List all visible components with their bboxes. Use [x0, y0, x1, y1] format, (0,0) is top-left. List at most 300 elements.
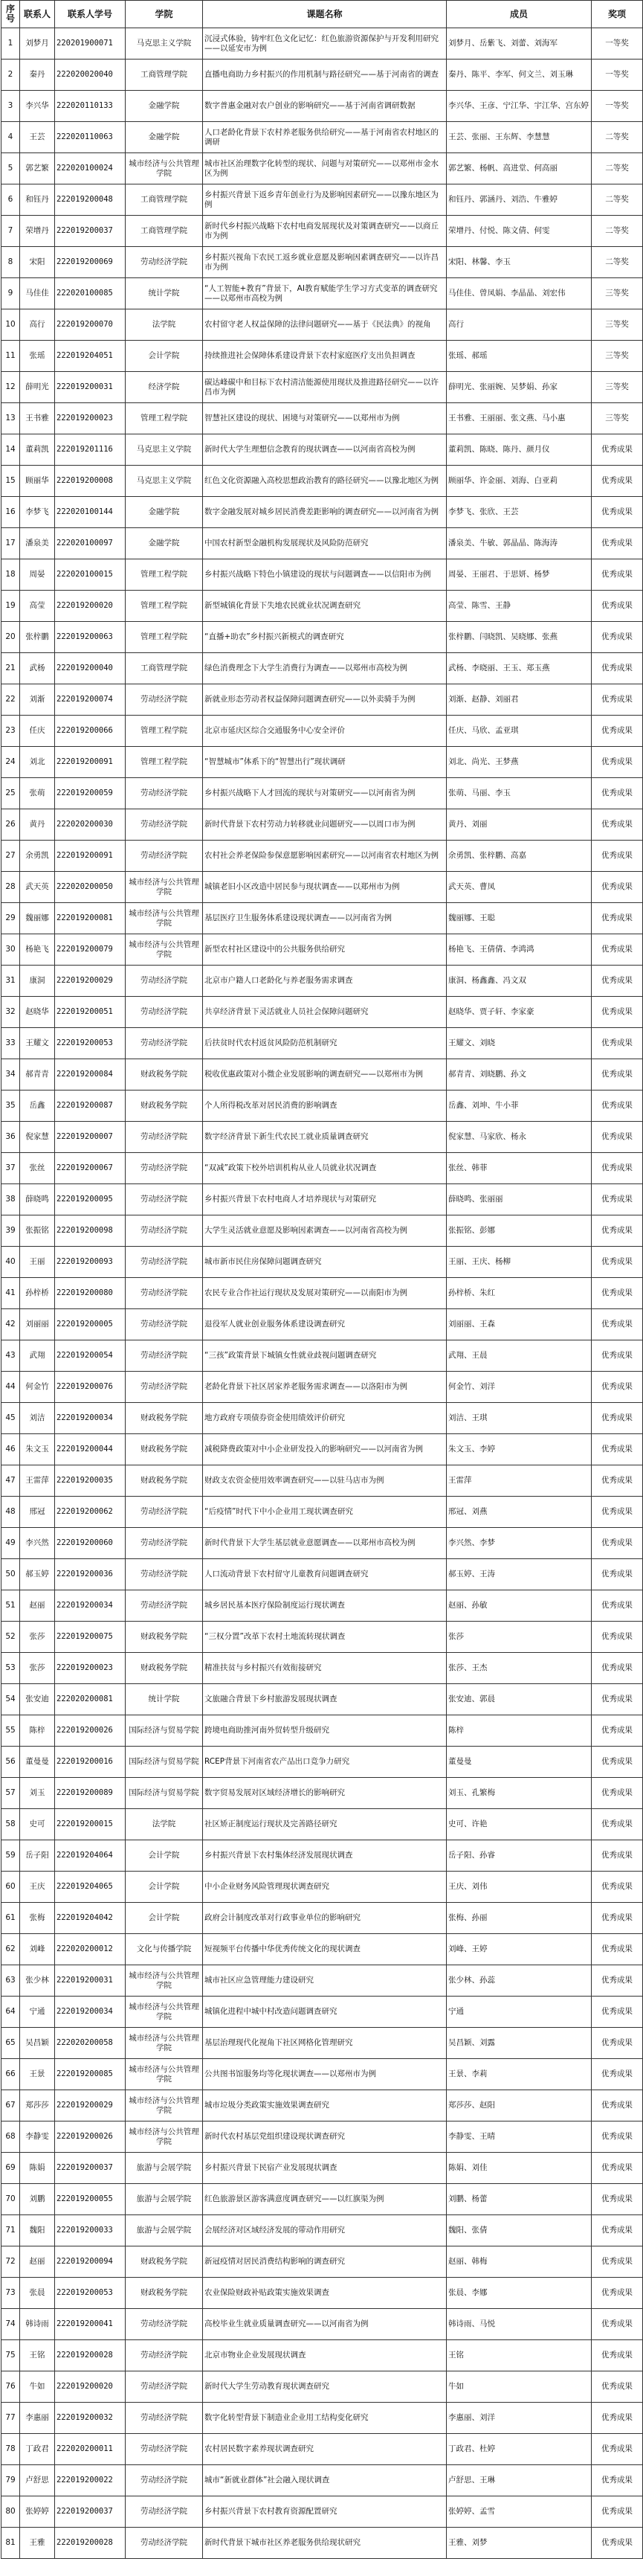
- member-names: 武天英、曹凤: [447, 872, 592, 903]
- member-names: 张萌、马丽、李玉: [447, 778, 592, 809]
- college-name: 劳动经济学院: [126, 1340, 203, 1372]
- award-level: 优秀成果: [592, 1340, 643, 1372]
- project-title: 税收优惠政策对小微企业发展影响的调查研究——以郑州市为例: [203, 1059, 447, 1091]
- header-cell-award: 奖项: [592, 1, 643, 28]
- college-name: 马克思主义学院: [126, 466, 203, 497]
- college-name: 城市经济与公共管理学院: [126, 2090, 203, 2121]
- row-index: 46: [1, 1434, 20, 1465]
- member-names: 张莎、王杰: [447, 1653, 592, 1684]
- row-index: 8: [1, 247, 20, 278]
- contact-name: 张安迪: [20, 1684, 55, 1715]
- member-names: 任庆、马欣、孟亚琪: [447, 716, 592, 747]
- student-id: 222019200028: [55, 2528, 126, 2559]
- row-index: 73: [1, 2278, 20, 2309]
- project-title: 基层治理现代化视角下社区网格化管理研究: [203, 2028, 447, 2059]
- contact-name: 李兴然: [20, 1528, 55, 1559]
- project-title: 北京市延庆区综合交通服务中心安全评价: [203, 716, 447, 747]
- contact-name: 荣增丹: [20, 216, 55, 247]
- member-names: 刘北、尚光、王梦燕: [447, 747, 592, 778]
- contact-name: 宋阳: [20, 247, 55, 278]
- contact-name: 郭艺繁: [20, 153, 55, 184]
- project-title: 精准扶贫与乡村振兴有效衔接研究: [203, 1653, 447, 1684]
- project-title: 基层医疗卫生服务体系建设现状调查——以河南省为例: [203, 903, 447, 934]
- award-level: 优秀成果: [592, 1309, 643, 1340]
- student-id: 222020200030: [55, 809, 126, 841]
- member-names: 王书雅、王丽丽、张文燕、马小惠: [447, 403, 592, 434]
- row-index: 45: [1, 1403, 20, 1434]
- project-title: 城镇老旧小区改造中居民参与现状调查——以郑州市为例: [203, 872, 447, 903]
- student-id: 222019200037: [55, 2153, 126, 2184]
- member-names: 卢舒思、王琳: [447, 2465, 592, 2496]
- contact-name: 张振铭: [20, 1215, 55, 1247]
- student-id: 222019200087: [55, 1091, 126, 1122]
- row-index: 2: [1, 60, 20, 91]
- college-name: 劳动经济学院: [126, 841, 203, 872]
- project-title: 持续推进社会保障体系建设背景下农村家庭医疗支出负担调查: [203, 341, 447, 372]
- member-names: 薛晓鸣、张丽丽: [447, 1184, 592, 1215]
- row-index: 5: [1, 153, 20, 184]
- contact-name: 刘梦月: [20, 28, 55, 60]
- college-name: 法学院: [126, 1809, 203, 1840]
- table-row: [1, 684, 643, 716]
- contact-name: 余勇凯: [20, 841, 55, 872]
- table-row: [1, 2184, 643, 2215]
- contact-name: 丁政君: [20, 2434, 55, 2465]
- award-level: 二等奖: [592, 216, 643, 247]
- member-names: 李兴华、王彦、宁江华、宇江华、宫东婷: [447, 91, 592, 122]
- award-level: 一等奖: [592, 91, 643, 122]
- college-name: 城市经济与公共管理学院: [126, 2028, 203, 2059]
- award-level: 优秀成果: [592, 1559, 643, 1590]
- member-names: 王景、李莉: [447, 2059, 592, 2090]
- project-title: 数字金融发展对城乡居民消费差距影响的调查研究——以河南省为例: [203, 497, 447, 528]
- award-level: 二等奖: [592, 122, 643, 153]
- row-index: 34: [1, 1059, 20, 1091]
- student-id: 222019200085: [55, 2059, 126, 2090]
- project-title: 跨境电商助推河南外贸转型升级研究: [203, 1715, 447, 1747]
- member-names: 岳子阳、孙睿: [447, 1840, 592, 1872]
- college-name: 旅游与会展学院: [126, 2184, 203, 2215]
- student-id: 222019200026: [55, 2121, 126, 2153]
- contact-name: 董莉凯: [20, 434, 55, 466]
- contact-name: 薛明光: [20, 372, 55, 403]
- project-title: 短视频平台传播中华优秀传统文化的现状调查: [203, 1934, 447, 1965]
- member-names: 刘峰、王婷: [447, 1934, 592, 1965]
- project-title: 城乡居民基本医疗保险制度运行现状调查: [203, 1590, 447, 1622]
- award-level: 优秀成果: [592, 2059, 643, 2090]
- college-name: 经济学院: [126, 372, 203, 403]
- table-row: [1, 716, 643, 747]
- college-name: 城市经济与公共管理学院: [126, 872, 203, 903]
- award-level: 优秀成果: [592, 1091, 643, 1122]
- table-row: [1, 872, 643, 903]
- award-level: 优秀成果: [592, 2528, 643, 2559]
- member-names: 张丝、韩菲: [447, 1153, 592, 1184]
- college-name: 国际经济与贸易学院: [126, 1715, 203, 1747]
- table-row: [1, 747, 643, 778]
- college-name: 金融学院: [126, 122, 203, 153]
- member-names: 倪家慧、马家欣、杨永: [447, 1122, 592, 1153]
- project-title: 北京市户籍人口老龄化与养老服务需求调查: [203, 966, 447, 997]
- contact-name: 张婷婷: [20, 2496, 55, 2528]
- table-body: [1, 28, 643, 2559]
- contact-name: 吴昌颖: [20, 2028, 55, 2059]
- member-names: 武杨、李晓丽、王玉、郑玉燕: [447, 653, 592, 684]
- row-index: 57: [1, 1778, 20, 1809]
- student-id: 222019200022: [55, 2465, 126, 2496]
- contact-name: 刘渐: [20, 684, 55, 716]
- member-names: 李兴然、李梦: [447, 1528, 592, 1559]
- project-title: 数字经济背景下新生代农民工就业质量调查研究: [203, 1122, 447, 1153]
- project-title: 新时代乡村振兴战略下农村电商发展现状及对策调查研究——以商丘市为例: [203, 216, 447, 247]
- project-title: 公共图书馆服务均等化现状调查——以郑州市为例: [203, 2059, 447, 2090]
- row-index: 35: [1, 1091, 20, 1122]
- college-name: 劳动经济学院: [126, 2340, 203, 2371]
- award-level: 优秀成果: [592, 528, 643, 559]
- table-row: [1, 2278, 643, 2309]
- row-index: 70: [1, 2184, 20, 2215]
- award-level: 优秀成果: [592, 2309, 643, 2340]
- project-title: 人口老龄化背景下农村养老服务供给研究——基于河南省农村地区的调研: [203, 122, 447, 153]
- student-id: 222019200037: [55, 216, 126, 247]
- award-level: 优秀成果: [592, 1622, 643, 1653]
- college-name: 劳动经济学院: [126, 997, 203, 1028]
- student-id: 222019200094: [55, 2246, 126, 2278]
- member-names: 赵晓华、贾子轩、李家豪: [447, 997, 592, 1028]
- member-names: 牛如: [447, 2371, 592, 2403]
- student-id: 222020110063: [55, 122, 126, 153]
- row-index: 81: [1, 2528, 20, 2559]
- contact-name: 杨艳飞: [20, 934, 55, 966]
- college-name: 财政税务学院: [126, 1434, 203, 1465]
- member-names: 余勇凯、张梓鹏、高嘉: [447, 841, 592, 872]
- award-level: 优秀成果: [592, 2340, 643, 2371]
- project-title: “三孩”政策背景下城镇女性就业歧视问题调查研究: [203, 1340, 447, 1372]
- award-level: 优秀成果: [592, 1747, 643, 1778]
- table-row: [1, 2215, 643, 2246]
- table-row: [1, 1278, 643, 1309]
- project-title: 乡村振兴视角下农民工返乡就业意愿及影响因素调查研究——以许昌市为例: [203, 247, 447, 278]
- member-names: 荣增丹、付悦、陈文倩、何雯: [447, 216, 592, 247]
- award-level: 优秀成果: [592, 1653, 643, 1684]
- contact-name: 张萌: [20, 778, 55, 809]
- college-name: 金融学院: [126, 91, 203, 122]
- contact-name: 郝玉婷: [20, 1559, 55, 1590]
- award-level: 优秀成果: [592, 2184, 643, 2215]
- student-id: 222019200062: [55, 1497, 126, 1528]
- award-level: 优秀成果: [592, 1184, 643, 1215]
- row-index: 17: [1, 528, 20, 559]
- college-name: 劳动经济学院: [126, 1497, 203, 1528]
- row-index: 14: [1, 434, 20, 466]
- member-names: 宁通: [447, 1997, 592, 2028]
- college-name: 劳动经济学院: [126, 1278, 203, 1309]
- contact-name: 康洞: [20, 966, 55, 997]
- contact-name: 岳鑫: [20, 1091, 55, 1122]
- project-title: 数字贸易发展对区域经济增长的影响研究: [203, 1778, 447, 1809]
- contact-name: 张莎: [20, 1622, 55, 1653]
- contact-name: 牛如: [20, 2371, 55, 2403]
- member-names: 刘渐、赵静、刘丽君: [447, 684, 592, 716]
- project-title: 数字普惠金融对农户创业的影响研究——基于河南省调研数据: [203, 91, 447, 122]
- member-names: 李惠丽、刘洋: [447, 2403, 592, 2434]
- header-cell-college: 学院: [126, 1, 203, 28]
- row-index: 21: [1, 653, 20, 684]
- row-index: 20: [1, 622, 20, 653]
- college-name: 文化与传播学院: [126, 1934, 203, 1965]
- table-row: [1, 1840, 643, 1872]
- student-id: 222020200050: [55, 872, 126, 903]
- college-name: 劳动经济学院: [126, 1590, 203, 1622]
- student-id: 222020110133: [55, 91, 126, 122]
- award-level: 优秀成果: [592, 497, 643, 528]
- header-cell-members: 成员: [447, 1, 592, 28]
- table-row: [1, 466, 643, 497]
- award-level: 一等奖: [592, 28, 643, 60]
- contact-name: 王雷萍: [20, 1465, 55, 1497]
- award-level: 优秀成果: [592, 2090, 643, 2121]
- student-id: 222019204065: [55, 1872, 126, 1903]
- project-title: 大学生灵活就业意愿及影响因素调查——以河南省高校为例: [203, 1215, 447, 1247]
- contact-name: 董曼曼: [20, 1747, 55, 1778]
- table-row: [1, 403, 643, 434]
- contact-name: 刘丽丽: [20, 1309, 55, 1340]
- member-names: 韩诗雨、马悦: [447, 2309, 592, 2340]
- college-name: 管理工程学院: [126, 716, 203, 747]
- row-index: 54: [1, 1684, 20, 1715]
- project-title: 乡村振兴背景下农村电商人才培养现状与对策研究: [203, 1184, 447, 1215]
- award-level: 优秀成果: [592, 653, 643, 684]
- contact-name: 薛晓鸣: [20, 1184, 55, 1215]
- row-index: 39: [1, 1215, 20, 1247]
- row-index: 24: [1, 747, 20, 778]
- college-name: 管理工程学院: [126, 591, 203, 622]
- contact-name: 李梦飞: [20, 497, 55, 528]
- table-row: [1, 903, 643, 934]
- student-id: 222019200036: [55, 1559, 126, 1590]
- row-index: 56: [1, 1747, 20, 1778]
- award-level: 优秀成果: [592, 2153, 643, 2184]
- member-names: 张梅、孙丽: [447, 1903, 592, 1934]
- project-title: 北京市物业企业发展现状调查: [203, 2340, 447, 2371]
- contact-name: 何金竹: [20, 1372, 55, 1403]
- table-row: [1, 1372, 643, 1403]
- contact-name: 李惠丽: [20, 2403, 55, 2434]
- row-index: 49: [1, 1528, 20, 1559]
- award-level: 优秀成果: [592, 1965, 643, 1997]
- college-name: 管理工程学院: [126, 622, 203, 653]
- award-level: 优秀成果: [592, 1684, 643, 1715]
- student-id: 222019200060: [55, 1528, 126, 1559]
- row-index: 30: [1, 934, 20, 966]
- student-id: 222019200098: [55, 1215, 126, 1247]
- table-row: [1, 1528, 643, 1559]
- row-index: 75: [1, 2340, 20, 2371]
- contact-name: 朱文玉: [20, 1434, 55, 1465]
- contact-name: 韩诗雨: [20, 2309, 55, 2340]
- header-cell-index: 序号: [1, 1, 20, 28]
- contact-name: 张丝: [20, 1153, 55, 1184]
- contact-name: 赵晓华: [20, 997, 55, 1028]
- table-row: [1, 153, 643, 184]
- row-index: 16: [1, 497, 20, 528]
- college-name: 劳动经济学院: [126, 1559, 203, 1590]
- award-level: 优秀成果: [592, 1465, 643, 1497]
- table-row: [1, 2246, 643, 2278]
- table-row: [1, 247, 643, 278]
- student-id: 222019200054: [55, 1340, 126, 1372]
- row-index: 23: [1, 716, 20, 747]
- member-names: 黄丹、刘丽: [447, 809, 592, 841]
- header-cell-contact: 联系人: [20, 1, 55, 28]
- table-row: [1, 934, 643, 966]
- row-index: 32: [1, 997, 20, 1028]
- project-title: 城市社区治理数字化转型的现状、问题与对策研究——以郑州市金水区为例: [203, 153, 447, 184]
- award-level: 二等奖: [592, 247, 643, 278]
- member-names: 王芸、张丽、王东辉、李慧慧: [447, 122, 592, 153]
- table-row: [1, 622, 643, 653]
- contact-name: 李静雯: [20, 2121, 55, 2153]
- header-row: [1, 1, 643, 28]
- student-id: 222019200067: [55, 1153, 126, 1184]
- contact-name: 武杨: [20, 653, 55, 684]
- member-names: 王庆、刘伟: [447, 1872, 592, 1903]
- project-title: “人工智能+教育”背景下，AI教育赋能学生学习方式变革的调查研究——以郑州市高校为例: [203, 278, 447, 309]
- college-name: 财政税务学院: [126, 1653, 203, 1684]
- college-name: 管理工程学院: [126, 559, 203, 591]
- student-id: 222019200016: [55, 1747, 126, 1778]
- college-name: 财政税务学院: [126, 1059, 203, 1091]
- award-level: 优秀成果: [592, 809, 643, 841]
- member-names: 高莹、陈雪、王静: [447, 591, 592, 622]
- contact-name: 周晏: [20, 559, 55, 591]
- student-id: 222019200051: [55, 997, 126, 1028]
- project-title: 智慧社区建设的现状、困境与对策研究——以郑州市为例: [203, 403, 447, 434]
- contact-name: 张梅: [20, 1903, 55, 1934]
- student-id: 222019200091: [55, 747, 126, 778]
- table-row: [1, 1028, 643, 1059]
- row-index: 53: [1, 1653, 20, 1684]
- student-id: 222019200066: [55, 716, 126, 747]
- row-index: 38: [1, 1184, 20, 1215]
- contact-name: 王丽: [20, 1247, 55, 1278]
- college-name: 劳动经济学院: [126, 1528, 203, 1559]
- project-title: 红色文化资源融入高校思想政治教育的路径研究——以豫北地区为例: [203, 466, 447, 497]
- project-title: 新型农村社区建设中的公共服务供给研究: [203, 934, 447, 966]
- award-level: 优秀成果: [592, 1715, 643, 1747]
- member-names: 张晨、李娜: [447, 2278, 592, 2309]
- member-names: 陈娟、刘佳: [447, 2153, 592, 2184]
- award-level: 优秀成果: [592, 1778, 643, 1809]
- table-row: [1, 28, 643, 60]
- member-names: 张莎: [447, 1622, 592, 1653]
- student-id: 222019200031: [55, 1965, 126, 1997]
- award-level: 优秀成果: [592, 591, 643, 622]
- member-names: 刘鹏、杨蕾: [447, 2184, 592, 2215]
- table-row: [1, 1340, 643, 1372]
- table-row: [1, 60, 643, 91]
- row-index: 69: [1, 2153, 20, 2184]
- member-names: 史可、许艳: [447, 1809, 592, 1840]
- table-row: [1, 1465, 643, 1497]
- member-names: 潘泉美、牛敏、郭晶晶、陈海涛: [447, 528, 592, 559]
- project-title: 乡村振兴战略下人才回流的现状与对策研究——以河南省为例: [203, 778, 447, 809]
- college-name: 劳动经济学院: [126, 966, 203, 997]
- college-name: 法学院: [126, 309, 203, 341]
- student-id: 222019200034: [55, 1590, 126, 1622]
- project-title: “直播+助农”乡村振兴新模式的调查研究: [203, 622, 447, 653]
- contact-name: 张瑶: [20, 341, 55, 372]
- row-index: 60: [1, 1872, 20, 1903]
- student-id: 222019200020: [55, 591, 126, 622]
- college-name: 劳动经济学院: [126, 2309, 203, 2340]
- college-name: 财政税务学院: [126, 2246, 203, 2278]
- project-title: 碳达峰碳中和目标下农村清洁能源使用现状及推进路径研究——以许昌市为例: [203, 372, 447, 403]
- contact-name: 秦丹: [20, 60, 55, 91]
- award-level: 优秀成果: [592, 2215, 643, 2246]
- row-index: 10: [1, 309, 20, 341]
- award-level: 优秀成果: [592, 1434, 643, 1465]
- member-names: 王雅、刘梦: [447, 2528, 592, 2559]
- contact-name: 张晨: [20, 2278, 55, 2309]
- award-level: 优秀成果: [592, 872, 643, 903]
- project-title: 新时代背景下城市社区养老服务供给现状研究: [203, 2528, 447, 2559]
- row-index: 7: [1, 216, 20, 247]
- row-index: 15: [1, 466, 20, 497]
- table-row: [1, 1403, 643, 1434]
- contact-name: 黄丹: [20, 809, 55, 841]
- contact-name: 魏阳: [20, 2215, 55, 2246]
- college-name: 工商管理学院: [126, 216, 203, 247]
- project-title: 城市新市民住房保障问题调查研究: [203, 1247, 447, 1278]
- award-level: 优秀成果: [592, 1122, 643, 1153]
- member-names: 郑莎莎、赵阳: [447, 2090, 592, 2121]
- award-level: 优秀成果: [592, 2496, 643, 2528]
- table-row: [1, 1715, 643, 1747]
- project-title: 农业保险财政补贴政策实施效果调查: [203, 2278, 447, 2309]
- student-id: 222019200028: [55, 2340, 126, 2371]
- student-id: 222020100024: [55, 153, 126, 184]
- table-row: [1, 1778, 643, 1809]
- member-names: 刘丽丽、王森: [447, 1309, 592, 1340]
- row-index: 11: [1, 341, 20, 372]
- project-title: 退役军人就业创业服务体系建设调查研究: [203, 1309, 447, 1340]
- row-index: 67: [1, 2090, 20, 2121]
- project-title: 城市垃圾分类政策实施效果调查研究: [203, 2090, 447, 2121]
- table-row: [1, 1997, 643, 2028]
- row-index: 78: [1, 2434, 20, 2465]
- contact-name: 张梓鹏: [20, 622, 55, 653]
- member-names: 魏丽娜、王聪: [447, 903, 592, 934]
- table-row: [1, 778, 643, 809]
- table-row: [1, 1590, 643, 1622]
- row-index: 63: [1, 1965, 20, 1997]
- student-id: 222020100015: [55, 559, 126, 591]
- college-name: 会计学院: [126, 1840, 203, 1872]
- college-name: 城市经济与公共管理学院: [126, 1997, 203, 2028]
- contact-name: 张少林: [20, 1965, 55, 1997]
- project-title: 减税降费政策对中小企业研发投入的影响研究——以河南省为例: [203, 1434, 447, 1465]
- award-level: 优秀成果: [592, 2371, 643, 2403]
- row-index: 33: [1, 1028, 20, 1059]
- table-row: [1, 1153, 643, 1184]
- member-names: 陈梓: [447, 1715, 592, 1747]
- row-index: 41: [1, 1278, 20, 1309]
- contact-name: 刘洁: [20, 1403, 55, 1434]
- college-name: 劳动经济学院: [126, 1309, 203, 1340]
- award-level: 三等奖: [592, 278, 643, 309]
- project-title: 新时代背景下农村劳动力转移就业问题研究——以周口市为例: [203, 809, 447, 841]
